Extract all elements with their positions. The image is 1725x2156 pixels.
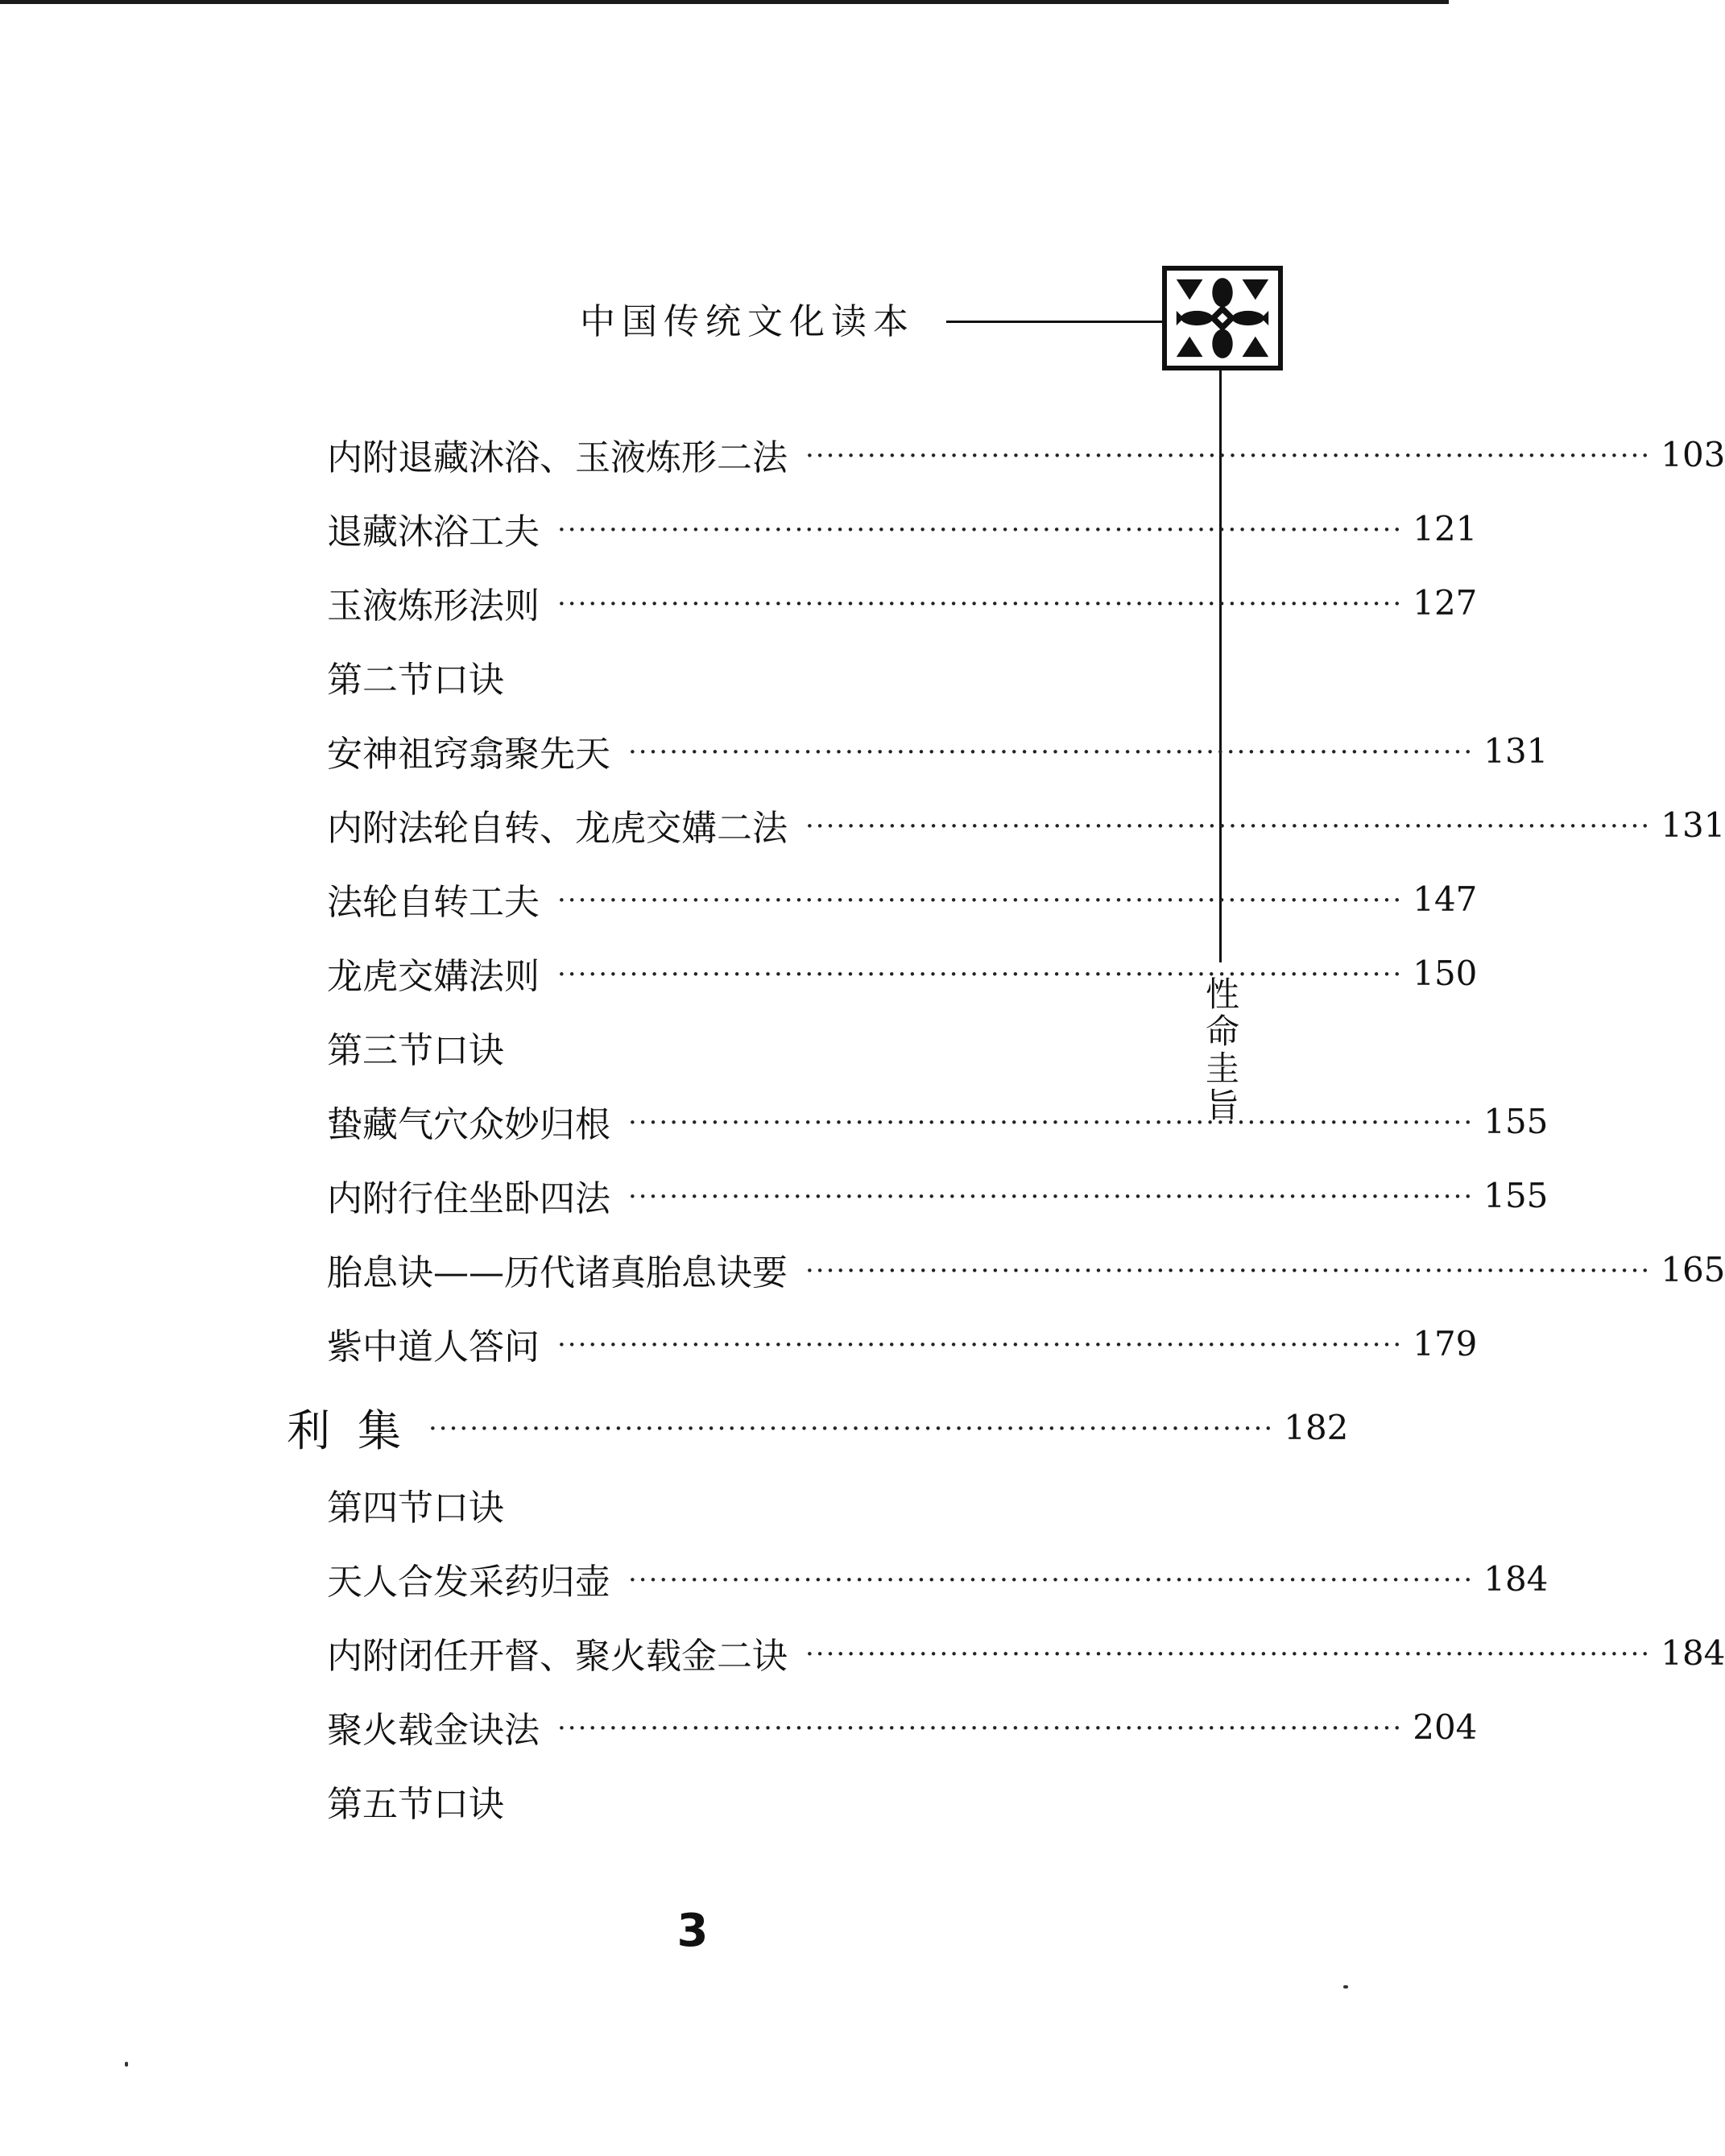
toc-entry[interactable] bbox=[327, 417, 1725, 491]
toc-section-heading[interactable] bbox=[327, 1764, 1119, 1838]
toc-entry-label: 内附闭任开督、聚火载金二诀 bbox=[327, 1636, 788, 1677]
toc-leader-dots: ·················································································· bbox=[628, 1564, 1475, 1596]
toc-entry-label: 内附退藏沐浴、玉液炼形二法 bbox=[327, 437, 788, 478]
toc-entry[interactable] bbox=[327, 1616, 1725, 1690]
toc-entry-label: 天人合发采药归壶 bbox=[327, 1562, 610, 1603]
toc-entry-page: 182 bbox=[1284, 1407, 1349, 1447]
toc-section-heading[interactable] bbox=[327, 1010, 1119, 1084]
toc-leader-dots: ·················································································· bbox=[557, 588, 1404, 620]
toc-entry-label: 胎息诀——历代诸真胎息诀要 bbox=[327, 1252, 788, 1293]
toc-entry-label: 退藏沐浴工夫 bbox=[327, 511, 540, 552]
toc-entry[interactable] bbox=[327, 1690, 1478, 1764]
toc-entry[interactable] bbox=[327, 714, 1549, 788]
toc-entry-label: 玉液炼形法则 bbox=[327, 586, 540, 627]
toc-section-heading[interactable] bbox=[327, 639, 1119, 714]
toc-entry-label: 内附法轮自转、龙虎交媾二法 bbox=[327, 808, 788, 849]
toc-entry-page: 131 bbox=[1661, 805, 1725, 845]
toc-entry-label: 龙虎交媾法则 bbox=[327, 956, 540, 997]
toc-entry-page: 155 bbox=[1483, 1101, 1549, 1141]
toc-entry-label: 第四节口诀 bbox=[327, 1488, 504, 1529]
toc-entry-label: 第二节口诀 bbox=[327, 660, 504, 701]
toc-entry-label: 蛰藏气穴众妙归根 bbox=[327, 1104, 610, 1145]
toc-entry[interactable] bbox=[327, 1541, 1549, 1616]
toc-leader-dots: ·················································································· bbox=[805, 1255, 1652, 1287]
page-number: 3 bbox=[676, 1905, 709, 1957]
toc-leader-dots: ·················································································· bbox=[805, 440, 1652, 472]
toc-entry-page: 179 bbox=[1413, 1323, 1478, 1364]
toc-entry-page: 155 bbox=[1483, 1175, 1549, 1215]
scan-speck bbox=[1343, 1985, 1348, 1988]
toc-leader-dots: ·················································································· bbox=[805, 810, 1652, 842]
toc-entry-label: 第三节口诀 bbox=[327, 1030, 504, 1071]
toc-entry-page: 131 bbox=[1483, 730, 1549, 771]
toc-entry[interactable] bbox=[327, 1232, 1725, 1306]
toc-leader-dots: ·················································································· bbox=[557, 1712, 1404, 1744]
toc-entry[interactable] bbox=[327, 1306, 1478, 1380]
toc-leader-dots: ·················································································· bbox=[557, 1329, 1404, 1361]
toc-leader-dots: ·················································································· bbox=[628, 1181, 1475, 1213]
toc-entry-page: 165 bbox=[1661, 1249, 1725, 1289]
toc-entry-label: 内附行住坐卧四法 bbox=[327, 1178, 610, 1219]
toc-leader-dots: ·················································································· bbox=[628, 736, 1475, 768]
toc-entry-label: 法轮自转工夫 bbox=[327, 882, 540, 923]
toc-entry-page: 121 bbox=[1413, 508, 1478, 548]
toc-entry[interactable] bbox=[327, 788, 1725, 862]
toc-entry-label: 聚火载金诀法 bbox=[327, 1710, 540, 1751]
toc-leader-dots: ·················································································· bbox=[557, 958, 1404, 991]
toc-entry[interactable] bbox=[327, 1158, 1549, 1232]
toc-part-entry[interactable] bbox=[287, 1390, 1349, 1464]
toc-entry-label: 第五节口诀 bbox=[327, 1784, 504, 1825]
toc-leader-dots: ·················································································· bbox=[428, 1413, 1275, 1445]
toc-leader-dots: ·················································································· bbox=[557, 884, 1404, 917]
toc-entry-page: 184 bbox=[1483, 1558, 1549, 1599]
toc-entry[interactable] bbox=[327, 936, 1478, 1010]
toc-entry-label: 紫中道人答问 bbox=[327, 1326, 540, 1368]
toc-leader-dots: ·················································································· bbox=[628, 1107, 1475, 1139]
side-book-title: 性命圭旨 bbox=[1201, 976, 1240, 1124]
toc-entry-page: 184 bbox=[1661, 1633, 1725, 1673]
toc-leader-dots: ·················································································· bbox=[805, 1638, 1652, 1670]
toc-entry-page: 127 bbox=[1413, 582, 1478, 623]
toc-entry-page: 204 bbox=[1413, 1707, 1478, 1747]
toc-entry-page: 150 bbox=[1413, 953, 1478, 993]
toc-leader-dots: ·················································································· bbox=[557, 514, 1404, 546]
toc-part-label: 利集 bbox=[287, 1405, 428, 1456]
toc-entry[interactable] bbox=[327, 1084, 1549, 1158]
toc-entry[interactable] bbox=[327, 491, 1478, 565]
toc-section-heading[interactable] bbox=[327, 1467, 1119, 1541]
toc-entry-page: 103 bbox=[1661, 434, 1725, 474]
toc-entry[interactable] bbox=[327, 862, 1478, 936]
series-title: 中国传统文化读本 bbox=[580, 301, 915, 342]
toc-entry-page: 147 bbox=[1413, 879, 1478, 919]
toc-entry-label: 安神祖窍翕聚先天 bbox=[327, 734, 610, 775]
toc-entry[interactable] bbox=[327, 565, 1478, 639]
scan-speck bbox=[125, 2062, 128, 2067]
